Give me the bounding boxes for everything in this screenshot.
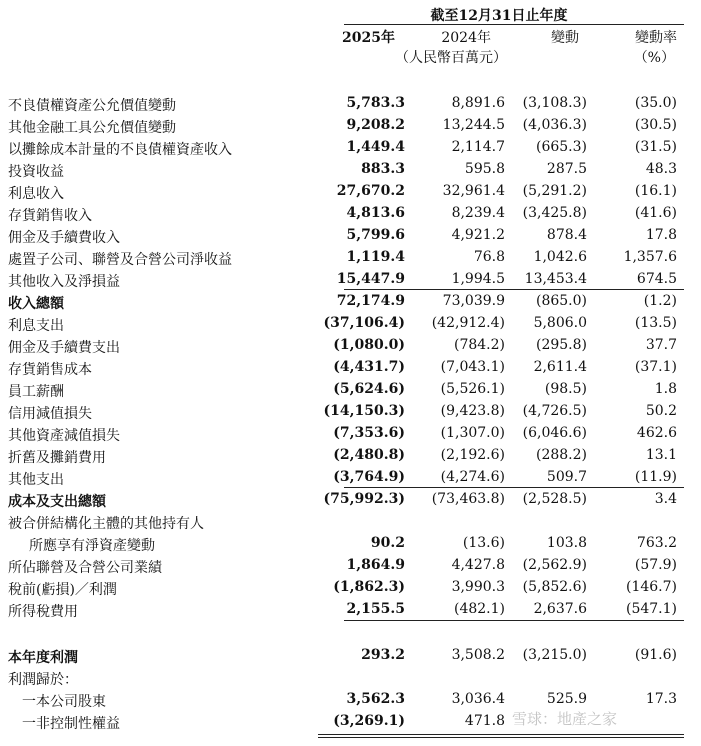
value-change: (3,215.0) <box>522 647 587 663</box>
col-change-header: 變動 <box>551 30 579 46</box>
row-label: 本年度利潤 <box>8 650 78 666</box>
table-row <box>0 511 701 533</box>
value-2024: 3,036.4 <box>451 691 505 707</box>
value-change: 5,806.0 <box>533 315 587 331</box>
row-label: 所得稅費用 <box>8 604 78 620</box>
value-2025: 27,670.2 <box>336 183 405 199</box>
value-rate: 462.6 <box>636 425 677 441</box>
row-label: 佣金及手續費支出 <box>8 340 120 356</box>
value-change: 1,042.6 <box>533 249 587 265</box>
value-2024: 4,427.8 <box>451 557 505 573</box>
value-2024: 73,039.9 <box>442 293 505 309</box>
row-label: 稅前(虧損)／利潤 <box>8 582 117 598</box>
value-change: 878.4 <box>546 227 587 243</box>
table-row <box>0 445 701 467</box>
value-rate: 3.4 <box>654 491 677 507</box>
row-label: 不良債權資產公允價值變動 <box>8 98 176 114</box>
value-change: 2,637.6 <box>533 601 587 617</box>
value-rate: (41.6) <box>634 205 677 221</box>
value-change: (3,108.3) <box>522 95 587 111</box>
row-label: 折舊及攤銷費用 <box>8 450 106 466</box>
value-change: 2,611.4 <box>533 359 587 375</box>
row-label: 員工薪酬 <box>8 384 64 400</box>
value-2024: 13,244.5 <box>442 117 505 133</box>
value-2025: (1,862.3) <box>333 579 405 595</box>
value-2025: 2,155.5 <box>346 601 405 617</box>
value-2024: 2,114.7 <box>451 139 505 155</box>
value-change: (2,528.5) <box>522 491 587 507</box>
value-2025: 1,864.9 <box>346 557 405 573</box>
value-2024: (13.6) <box>462 535 505 551</box>
value-2025: 15,447.9 <box>336 271 405 287</box>
value-2025: 1,119.4 <box>346 249 405 265</box>
table-row <box>0 577 701 599</box>
header-underline <box>344 24 684 25</box>
table-row <box>0 555 701 577</box>
value-2025: (5,624.6) <box>333 381 405 397</box>
value-2025: 72,174.9 <box>336 293 405 309</box>
value-change: (5,291.2) <box>522 183 587 199</box>
value-rate: (547.1) <box>625 601 677 617</box>
value-rate: (1.2) <box>643 293 677 309</box>
value-2025: (4,431.7) <box>333 359 405 375</box>
table-row <box>0 423 701 445</box>
table-row <box>0 203 701 225</box>
row-label: 其他金融工具公允價值變動 <box>8 120 176 136</box>
row-label: 其他收入及淨損益 <box>8 274 120 290</box>
row-label: 存貨銷售收入 <box>8 208 92 224</box>
table-row <box>0 467 701 489</box>
value-rate: 13.1 <box>645 447 677 463</box>
value-2025: (3,764.9) <box>333 469 405 485</box>
value-rate: 1.8 <box>654 381 677 397</box>
row-label: 信用減值損失 <box>8 406 92 422</box>
value-2024: (7,043.1) <box>440 359 505 375</box>
row-label: 佣金及手續費收入 <box>8 230 120 246</box>
row-label: 所佔聯營及合營公司業績 <box>8 560 162 576</box>
value-2025: (37,106.4) <box>323 315 405 331</box>
value-2025: 293.2 <box>361 647 405 663</box>
table-row <box>0 599 701 621</box>
value-rate: (30.5) <box>634 117 677 133</box>
value-2024: (1,307.0) <box>440 425 505 441</box>
value-rate: (13.5) <box>634 315 677 331</box>
subtotal-rule <box>344 620 684 621</box>
value-2025: (3,269.1) <box>333 713 405 729</box>
value-change: (3,425.8) <box>522 205 587 221</box>
value-2025: 9,208.2 <box>346 117 405 133</box>
table-row <box>0 225 701 247</box>
value-change: 287.5 <box>546 161 587 177</box>
row-label: 一非控制性權益 <box>22 716 120 732</box>
table-row <box>0 93 701 115</box>
row-label: 被合併結構化主體的其他持有人 <box>8 516 204 532</box>
value-change: (4,726.5) <box>522 403 587 419</box>
value-2024: (4,274.6) <box>440 469 505 485</box>
row-label: 處置子公司、聯營及合營公司淨收益 <box>8 252 232 268</box>
col-2025-header: 2025年 <box>342 30 395 46</box>
col-rate-header: 變動率 <box>635 30 677 46</box>
value-rate: 17.3 <box>645 691 677 707</box>
row-label: 存貨銷售成本 <box>8 362 92 378</box>
value-rate: 674.5 <box>636 271 677 287</box>
value-change: (665.3) <box>535 139 587 155</box>
value-2024: 8,891.6 <box>451 95 505 111</box>
col-2024-header: 2024年 <box>441 30 491 46</box>
value-2024: (482.1) <box>453 601 505 617</box>
table-row <box>0 401 701 423</box>
row-label: 投資收益 <box>8 164 64 180</box>
value-2024: 32,961.4 <box>442 183 505 199</box>
table-row <box>0 533 701 555</box>
unit-note: （人民幣百萬元） <box>395 50 507 66</box>
value-2024: (784.2) <box>453 337 505 353</box>
row-label: 收入總額 <box>8 296 64 312</box>
value-rate: (35.0) <box>634 95 677 111</box>
table-row-total <box>0 645 701 667</box>
value-2024: (42,912.4) <box>431 315 505 331</box>
value-2025: 4,813.6 <box>346 205 405 221</box>
double-rule-top <box>318 734 684 735</box>
value-change: 103.8 <box>546 535 587 551</box>
row-label: 其他支出 <box>8 472 64 488</box>
value-change: (865.0) <box>535 293 587 309</box>
value-rate: (16.1) <box>634 183 677 199</box>
value-change: (5,852.6) <box>522 579 587 595</box>
value-change: (6,046.6) <box>522 425 587 441</box>
value-rate: (31.5) <box>634 139 677 155</box>
value-rate: 763.2 <box>636 535 677 551</box>
value-2025: (1,080.0) <box>333 337 405 353</box>
table-row-total <box>0 291 701 313</box>
value-2024: 76.8 <box>473 249 505 265</box>
value-rate: (37.1) <box>634 359 677 375</box>
value-rate: (11.9) <box>634 469 677 485</box>
value-change: 525.9 <box>546 691 587 707</box>
double-rule-bottom <box>318 737 684 738</box>
value-rate: (57.9) <box>634 557 677 573</box>
value-2024: 595.8 <box>464 161 505 177</box>
value-change: (288.2) <box>535 447 587 463</box>
table-row <box>0 269 701 291</box>
row-label: 一本公司股東 <box>22 694 106 710</box>
value-2024: (9,423.8) <box>440 403 505 419</box>
value-rate: (146.7) <box>625 579 677 595</box>
value-change: 13,453.4 <box>524 271 587 287</box>
table-row <box>0 247 701 269</box>
table-row <box>0 159 701 181</box>
value-2024: 8,239.4 <box>451 205 505 221</box>
value-2025: 5,783.3 <box>346 95 405 111</box>
pct-note: （%） <box>633 50 675 66</box>
subtotal-rule <box>344 289 684 290</box>
table-row <box>0 137 701 159</box>
row-label: 利息收入 <box>8 186 64 202</box>
value-2024: (73,463.8) <box>431 491 505 507</box>
value-rate: 50.2 <box>645 403 677 419</box>
table-row <box>0 357 701 379</box>
table-row <box>0 181 701 203</box>
watermark: 雪球：地產之家 <box>512 710 618 728</box>
value-rate: 17.8 <box>645 227 677 243</box>
value-change: 509.7 <box>546 469 587 485</box>
value-2024: 1,994.5 <box>451 271 505 287</box>
value-2025: 1,449.4 <box>346 139 405 155</box>
row-label: 利潤歸於： <box>8 672 78 688</box>
value-rate: 37.7 <box>645 337 677 353</box>
row-label: 其他資產減值損失 <box>8 428 120 444</box>
table-row <box>0 379 701 401</box>
table-row <box>0 335 701 357</box>
table-row <box>0 667 701 689</box>
table-row <box>0 115 701 137</box>
value-2024: 3,990.3 <box>451 579 505 595</box>
value-2024: 471.8 <box>464 713 505 729</box>
row-label: 利息支出 <box>8 318 64 334</box>
value-change: (98.5) <box>544 381 587 397</box>
row-label: 以攤餘成本計量的不良債權資產收入 <box>8 142 232 158</box>
value-2025: (75,992.3) <box>323 491 405 507</box>
value-rate: 48.3 <box>645 161 677 177</box>
table-row <box>0 313 701 335</box>
value-2025: 90.2 <box>370 535 405 551</box>
value-2025: 883.3 <box>361 161 405 177</box>
row-label: 所應享有淨資產變動 <box>29 538 155 554</box>
value-rate: (91.6) <box>634 647 677 663</box>
value-change: (2,562.9) <box>522 557 587 573</box>
value-2025: 3,562.3 <box>346 691 405 707</box>
table-row-total <box>0 489 701 511</box>
value-2024: (5,526.1) <box>440 381 505 397</box>
value-rate: 1,357.6 <box>623 249 677 265</box>
row-label: 成本及支出總額 <box>8 494 106 510</box>
value-2025: 5,799.6 <box>346 227 405 243</box>
value-2024: (2,192.6) <box>440 447 505 463</box>
value-2025: (2,480.8) <box>333 447 405 463</box>
value-2025: (14,150.3) <box>323 403 405 419</box>
value-change: (4,036.3) <box>522 117 587 133</box>
period-header: 截至12月31日止年度 <box>430 8 568 24</box>
value-2024: 3,508.2 <box>451 647 505 663</box>
value-change: (295.8) <box>535 337 587 353</box>
value-2024: 4,921.2 <box>451 227 505 243</box>
subtotal-rule <box>344 487 684 488</box>
value-2025: (7,353.6) <box>333 425 405 441</box>
